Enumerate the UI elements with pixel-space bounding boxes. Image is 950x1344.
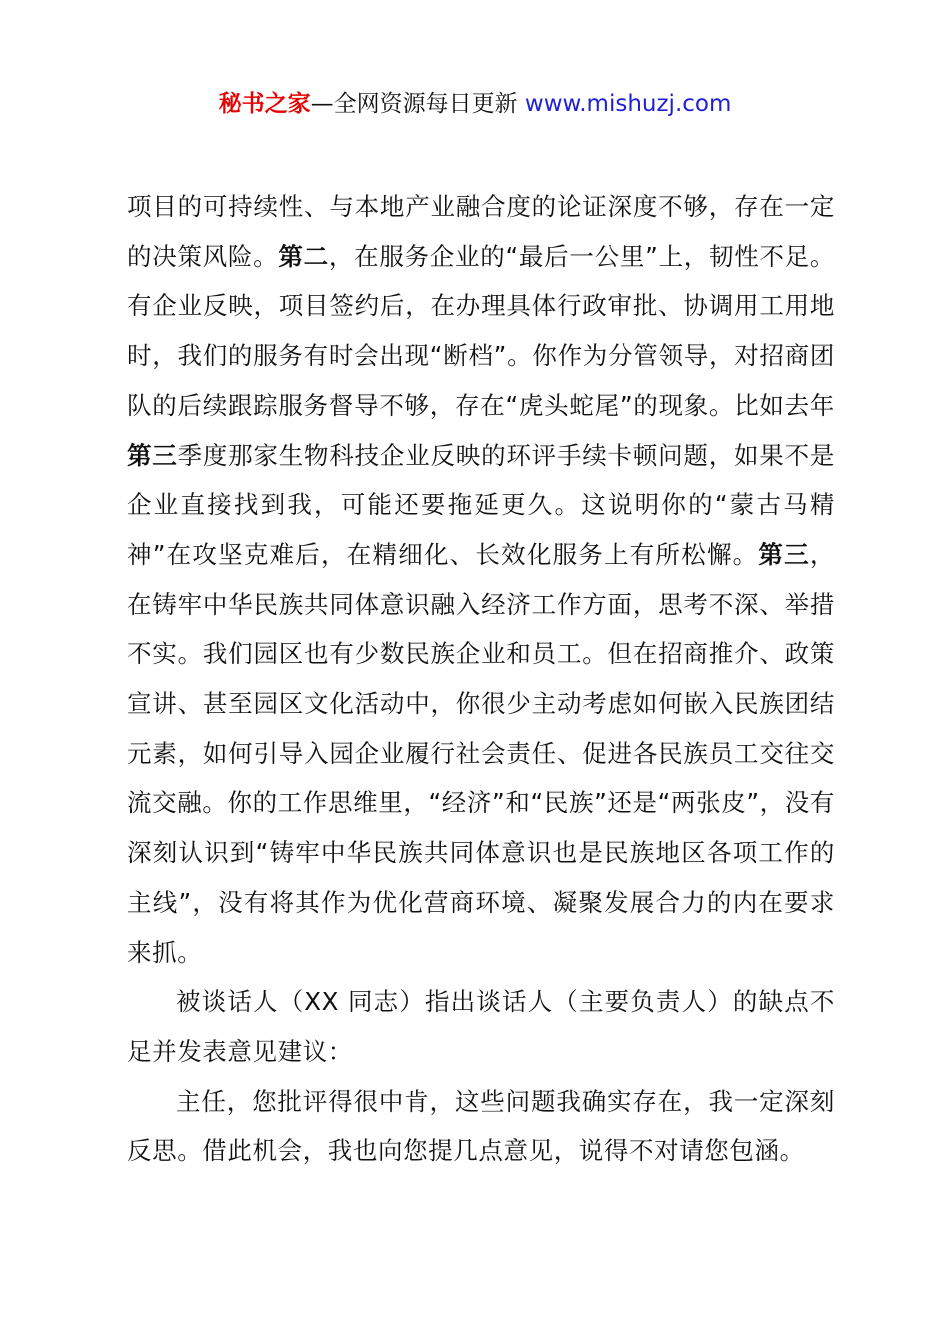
paragraph-1-text-1: 项目的可持续性、与本地产业融合度的论证深度不够，存在一定的决策风险。 [127, 192, 835, 271]
bold-marker-second: 第二 [278, 241, 329, 271]
header-tagline: —全网资源每日更新 [310, 91, 525, 117]
header-url-link[interactable]: www.mishuzj.com [524, 91, 732, 117]
bold-marker-third: 第三 [758, 539, 810, 569]
paragraph-1-text-3: 季度那家生物科技企业反映的环评手续卡顿问题，如果不是企业直接找到我，可能还要拖延更久。这说明你的“蒙古马精神”在攻坚克难后，在精细化、长效化服务上有所松懈。 [127, 440, 835, 569]
bold-marker-third-quarter: 第三 [127, 440, 178, 470]
paragraph-1 [127, 182, 835, 977]
paragraph-3: 主任，您批评得很中肯，这些问题我确实存在，我一定深刻反思。借此机会，我也向您提几点意见，说得不对请您包涵。 [127, 1086, 835, 1166]
paragraph-1-text-4: ，在铸牢中华民族共同体意识融入经济工作方面，思考不深、举措不实。我们园区也有少数民族企业和员工。但在招商推介、政策宣讲、甚至园区文化活动中，你很少主动考虑如何嵌入民族团结元素，如何引导入园企业履行社会责任、促进各民族员工交往交流交融。你的工作思维里，“经济”和“民族”还是“两张皮”，没有深刻认识到“铸牢中华民族共同体意识也是民族地区各项工作的主线”，没有将其作为优化营商环境、凝聚发展合力的内在要求来抓。 [127, 539, 835, 967]
page-header [0, 86, 950, 122]
document-body [127, 182, 835, 1176]
paragraph-2: 被谈话人（XX 同志）指出谈话人（主要负责人）的缺点不足并发表意见建议： [127, 987, 835, 1066]
paragraph-1-text-2: ，在服务企业的“最后一公里”上，韧性不足。有企业反映，项目签约后，在办理具体行政审批、协调用工用地时，我们的服务有时会出现“断档”。你作为分管领导，对招商团队的后续跟踪服务督导不够，存在“虎头蛇尾”的现象。比如去年 [127, 241, 836, 420]
brand-name: 秘书之家 [218, 91, 311, 117]
